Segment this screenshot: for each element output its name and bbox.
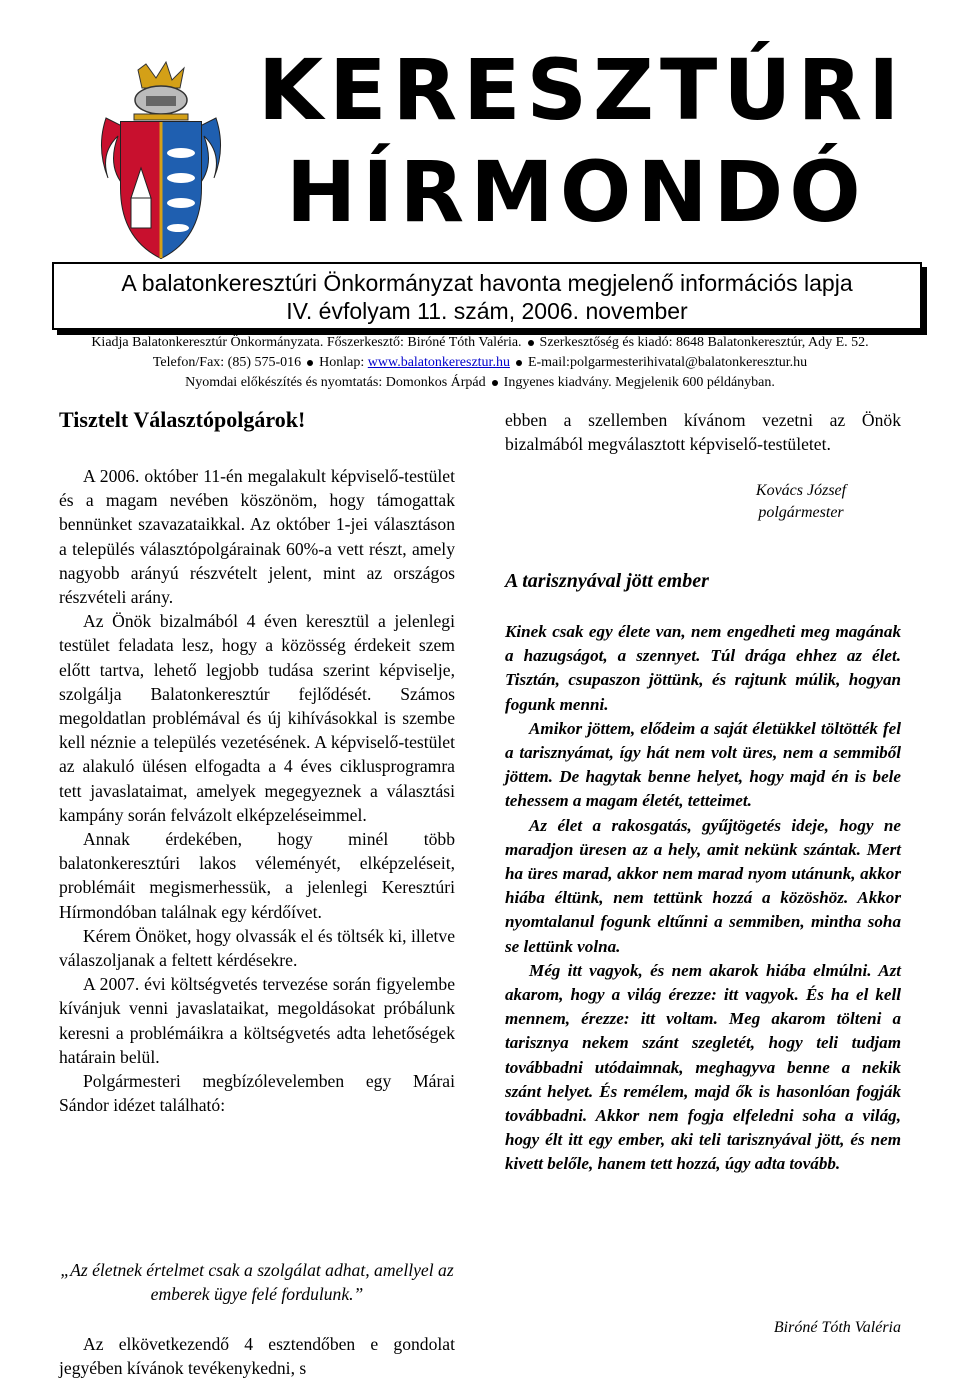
article-paragraph: A 2006. október 11-én megalakult képviselő-testület és a magam nevében köszönöm, hogy támogattak bennünket szavazataikkal. Az október 1-jei választáson a település választópolgárainak 60%-a vett részt, amely nagyobb arányú részvételt jelent, mint az országos részvételi arány. [59, 466, 455, 608]
article-continuation-right: ebben a szellemben kívánom vezetni az Önök bizalmából megválasztott képviselő-testületet. [505, 410, 901, 455]
imprint-line-1 [40, 335, 920, 351]
imprint-printing: Nyomdai előkészítés és nyomtatás: Domonkos Árpád [185, 375, 486, 390]
poem-paragraph: Kinek csak egy élete van, nem engedheti meg magának a hazugságot, a szennyet. Túl drága ehhez az élet. Tisztán, csupaszon jöttünk, és rajtunk múlik, hogyan fogunk menni. [505, 622, 901, 714]
imprint-circulation: Ingyenes kiadvány. Megjelenik 600 példányban. [503, 375, 775, 390]
imprint-line-3 [40, 375, 920, 391]
imprint-email: E-mail:polgarmesterihivatal@balatonkeresztur.hu [527, 355, 808, 370]
signature-name: Kovács József [755, 482, 847, 499]
poem-paragraph: Amikor jöttem, elődeim a saját életükkel töltötték fel a tarisznyámat, így hát nem volt üres, nem a semmiből jöttem. De hagytak benne helyet, hogy majd én is bele tehessem a magam életét, tetteimet. [505, 718, 901, 811]
article-paragraph: A 2007. évi költségvetés tervezése során figyelembe kívánjuk venni javaslataikat, megoldásokat próbálunk keresni a problémáikra a költségvetés adta lehetőségek határain belül. [59, 974, 455, 1067]
homepage-link[interactable]: www.balatonkeresztur.hu [367, 355, 510, 370]
article-continuation-left: Az elkövetkezendő 4 esztendőben e gondolat jegyében kívánok tevékenykedni, s [59, 1334, 455, 1379]
masthead-subtitle-box [52, 262, 922, 330]
poem-paragraph: Még itt vagyok, és nem akarok hiába elmúlni. Azt akarom, hogy a világ érezze: itt vagyok. És ha el kell mennem, érezze: itt voltam. Meg akarom tölteni a tarisznya nekem szánt szegletét, hogy teli tudjam továbbadni utódaimnak, meghagyva benne a nekik szánt helyet. És remélem, majd ők is hasonlóan fogják továbbadni. Akkor nem fogja elfeledni soha a világ, hogy élt itt egy ember, aki teli tarisznyával jött, és nem kivett belőle, hanem tett hozzá, úgy adta tovább. [505, 960, 901, 1174]
imprint-address: Szerkesztőség és kiadó: 8648 Balatonkeresztúr, Ady E. 52. [539, 335, 869, 350]
poem-signature: Biróné Tóth Valéria [773, 1319, 901, 1336]
poem-title: A tarisznyával jött ember [505, 570, 709, 592]
imprint-line-2 [40, 355, 920, 371]
imprint-phone: Telefon/Fax: (85) 575-016 [152, 355, 302, 370]
article-body [59, 464, 455, 1117]
bullet-icon [528, 340, 534, 346]
signature-title: polgármester [758, 504, 844, 521]
masthead-subtitle: A balatonkeresztúri Önkormányzat havonta megjelenő információs lapja [121, 270, 853, 296]
bullet-icon [516, 360, 522, 366]
bullet-icon [492, 380, 498, 386]
article-paragraph: Kérem Önöket, hogy olvassák el és töltsék ki, illetve válaszoljanak a feltett kérdésekre. [59, 925, 455, 971]
bullet-icon [307, 360, 313, 366]
article-paragraph: Polgármesteri megbízólevelemben egy Márai Sándor idézet található: [59, 1071, 455, 1116]
imprint-publisher: Kiadja Balatonkeresztúr Önkormányzata. Főszerkesztő: Biróné Tóth Valéria. [91, 335, 522, 350]
coat-of-arms-icon [96, 58, 226, 263]
masthead-title-line2: HÍRMONDÓ [286, 143, 867, 241]
article-heading: Tisztelt Választópolgárok! [59, 407, 306, 432]
poem-paragraph: Az élet a rakosgatás, gyűjtögetés ideje, hogy ne maradjon üresen az a hely, amit nekünk szántak. Mert ha üres marad, akkor nem marad nyom utánunk, akkor hiába éltünk, nem tettünk hozzá a közöshöz. Akkor nyomtalanul fogunk eltűnni a semmiben, mintha soha se lettünk volna. [505, 815, 901, 956]
imprint-homepage-label: Honlap: [319, 355, 365, 370]
article-paragraph: Az Önök bizalmából 4 éven keresztül a jelenlegi testület feladata lesz, hogy a közösség érdekeit szem előtt tartva, lehető legjobb tudása szerint képviselje, szolgálja Balatonkeresztúr fejlődését. Számos megoldatlan problémával és új kihívásokkal is szembe kell néznie a település vezetésének. A képviselő-testület az alakuló ülésen elfogadta a 4 éves ciklusprogramra tett javaslataimat, amelyek megegyeznek a választási kampány során felvázolt elképzeléseimmel. [59, 611, 455, 825]
poem-body [505, 620, 901, 1177]
mayor-signature [505, 480, 901, 524]
masthead-issue: IV. évfolyam 11. szám, 2006. november [286, 298, 688, 324]
masthead-title-line1: KERESZTÚRI [258, 41, 906, 139]
article-paragraph: Annak érdekében, hogy minél több balatonkeresztúri lakos véleményét, elképzeléseit, problémáit megismerhessük, a jelenlegi Keresztúri Hírmondóban találnak egy kérdőívet. [59, 829, 455, 922]
marai-quote: „Az életnek értelmet csak a szolgálat adhat, amellyel az emberek ügye felé fordulunk.” [60, 1260, 454, 1304]
